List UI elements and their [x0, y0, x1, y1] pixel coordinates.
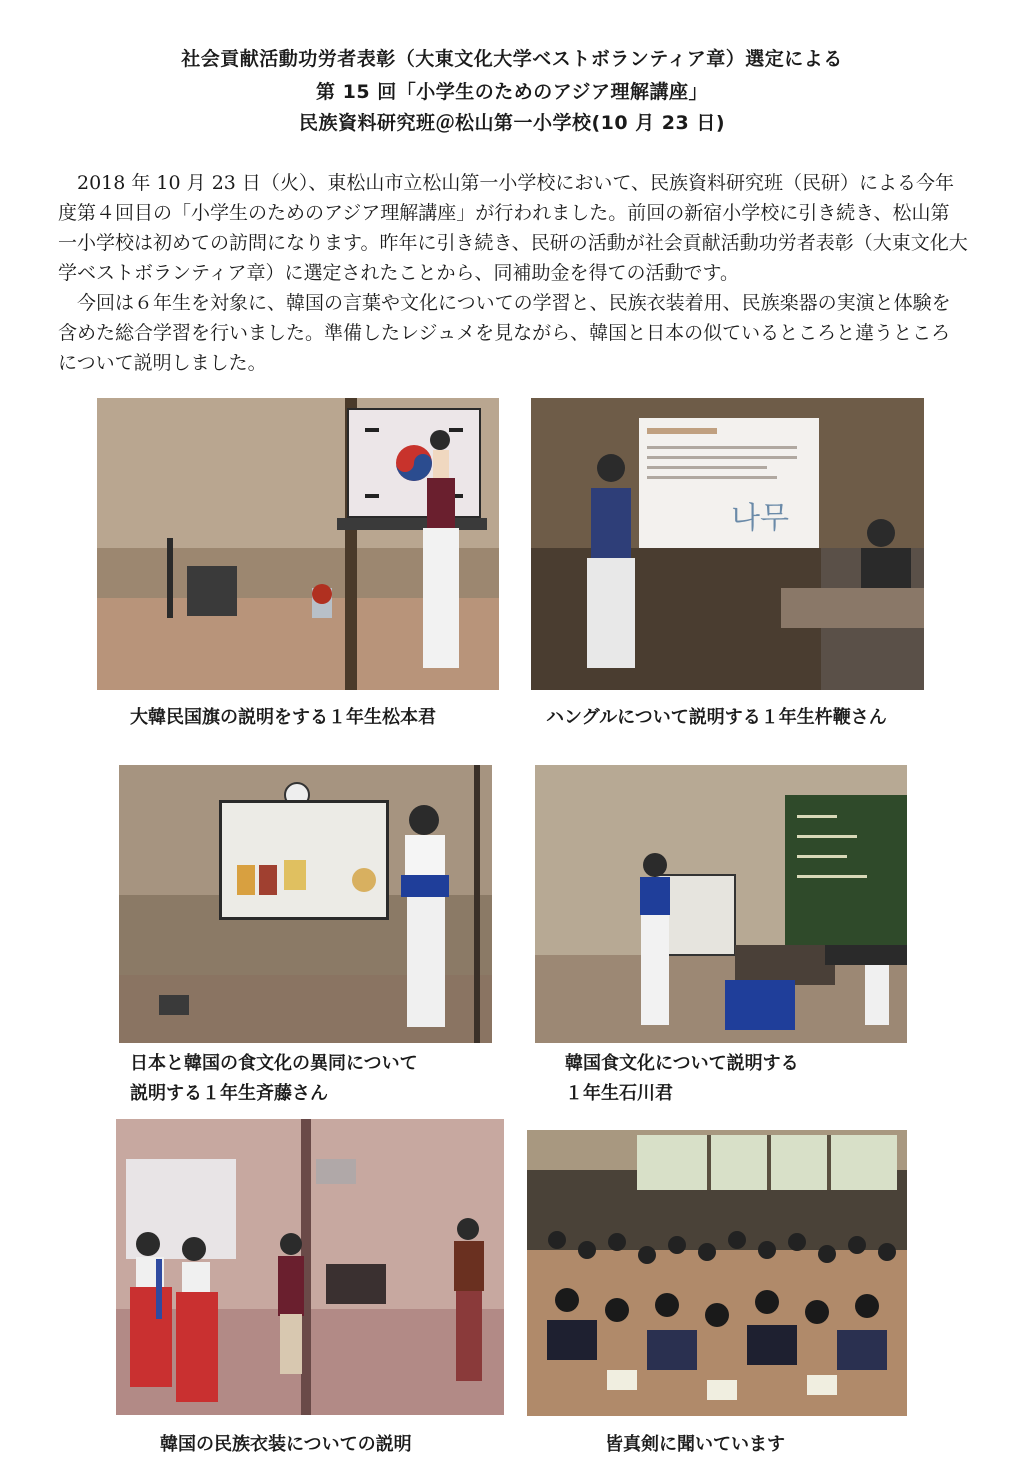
paragraph-1: 2018 年 10 月 23 日（火）、東松山市立松山第一小学校において、民族資料研究班（民研）による今年度第４回目の「小学生のためのアジア理解講座」が行われました。前回の新宿小学校に引き続き、松山第一小学校は初めての訪問になります。昨年に引き続き、民研の活動が社会貢献活動功労者表彰（大東文化大学ベストボランティア章）に選定されたことから、同補助金を得ての活動です。	[58, 172, 968, 284]
caption-korean-food-line1: 韓国食文化について説明する	[565, 1053, 799, 1074]
caption-hangul-explanation: ハングルについて説明する１年生杵鞭さん	[546, 707, 887, 728]
page-title-line1: 社会貢献活動功労者表彰（大東文化大学ベストボランティア章）選定による	[181, 48, 843, 70]
photo-flag-explanation	[97, 398, 499, 690]
photo-korean-food-culture	[535, 765, 907, 1043]
caption-food-culture-line1: 日本と韓国の食文化の異同について	[130, 1053, 418, 1074]
caption-flag-explanation: 大韓民国旗の説明をする１年生松本君	[130, 707, 436, 728]
article-body	[58, 168, 968, 378]
page-title-line2: 第 15 回「小学生のためのアジア理解講座」	[316, 81, 708, 103]
caption-students-listening: 皆真剣に聞いています	[605, 1434, 785, 1455]
caption-korean-food-line2: １年生石川君	[565, 1083, 673, 1104]
caption-food-culture-line2: 説明する１年生斉藤さん	[130, 1083, 328, 1104]
photo-food-culture-comparison	[119, 765, 492, 1043]
photo-students-listening	[527, 1130, 907, 1416]
page-title-line3: 民族資料研究班＠松山第一小学校(10 月 23 日)	[298, 112, 726, 134]
photo-hangul-explanation	[531, 398, 924, 690]
caption-traditional-costume: 韓国の民族衣装についての説明	[160, 1434, 412, 1455]
photo-traditional-costume	[116, 1119, 504, 1415]
paragraph-2: 今回は６年生を対象に、韓国の言葉や文化についての学習と、民族衣装着用、民族楽器の実演と体験を含めた総合学習を行いました。準備したレジュメを見ながら、韓国と日本の似ているところと違うところについて説明しました。	[58, 292, 951, 374]
slide-hangul-text: 나무	[731, 501, 789, 536]
